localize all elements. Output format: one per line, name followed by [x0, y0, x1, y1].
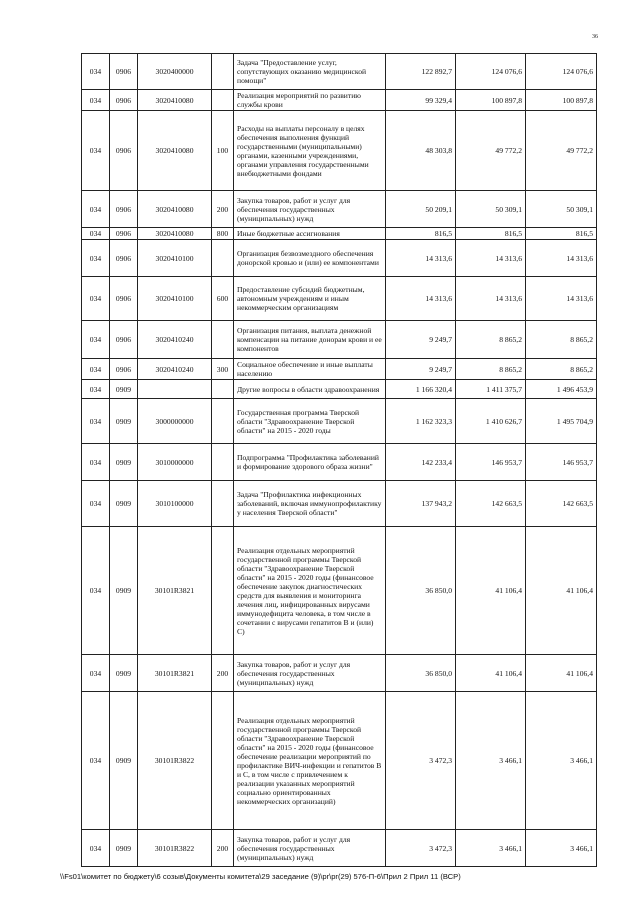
expense-type-cell [212, 90, 234, 111]
table-row [82, 692, 597, 830]
table-row [82, 228, 597, 240]
amount-2019-cell: 124 076,6 [456, 54, 526, 90]
amount-2019-cell: 41 106,4 [456, 655, 526, 692]
amount-2020-cell: 1 496 453,9 [526, 380, 597, 399]
admin-code-cell: 034 [82, 359, 110, 380]
target-article-cell [138, 380, 212, 399]
amount-2018-cell: 142 233,4 [386, 444, 456, 481]
amount-2019-cell: 1 410 626,7 [456, 399, 526, 444]
expense-type-cell [212, 54, 234, 90]
section-code-cell: 0909 [110, 692, 138, 830]
target-article-cell: 3020400000 [138, 54, 212, 90]
admin-code-cell: 034 [82, 830, 110, 867]
expense-type-cell: 300 [212, 359, 234, 380]
section-code-cell: 0909 [110, 399, 138, 444]
section-code-cell: 0906 [110, 191, 138, 228]
table-row [82, 527, 597, 655]
table-row [82, 277, 597, 321]
table-row [82, 191, 597, 228]
description-cell: Другие вопросы в области здравоохранения [234, 380, 386, 399]
admin-code-cell: 034 [82, 655, 110, 692]
expense-type-cell: 200 [212, 191, 234, 228]
amount-2019-cell: 8 865,2 [456, 321, 526, 359]
budget-table-container [81, 53, 596, 867]
description-cell: Иные бюджетные ассигнования [234, 228, 386, 240]
expense-type-cell [212, 527, 234, 655]
expense-type-cell [212, 399, 234, 444]
description-cell: Реализация мероприятий по развитию службы крови [234, 90, 386, 111]
description-cell: Предоставление субсидий бюджетным, автономным учреждениям и иным некоммерческим организациям [234, 277, 386, 321]
amount-2019-cell: 41 106,4 [456, 527, 526, 655]
amount-2018-cell: 9 249,7 [386, 321, 456, 359]
table-row [82, 90, 597, 111]
amount-2018-cell: 36 850,0 [386, 527, 456, 655]
amount-2018-cell: 1 166 320,4 [386, 380, 456, 399]
target-article-cell: 3020410080 [138, 90, 212, 111]
amount-2020-cell: 3 466,1 [526, 692, 597, 830]
admin-code-cell: 034 [82, 321, 110, 359]
amount-2020-cell: 14 313,6 [526, 277, 597, 321]
description-cell: Подпрограмма "Профилактика заболеваний и формирование здорового образа жизни" [234, 444, 386, 481]
section-code-cell: 0906 [110, 111, 138, 191]
target-article-cell: 3010000000 [138, 444, 212, 481]
target-article-cell: 3020410100 [138, 240, 212, 277]
admin-code-cell: 034 [82, 240, 110, 277]
table-row [82, 655, 597, 692]
admin-code-cell: 034 [82, 399, 110, 444]
amount-2018-cell: 36 850,0 [386, 655, 456, 692]
section-code-cell: 0906 [110, 240, 138, 277]
section-code-cell: 0909 [110, 444, 138, 481]
amount-2019-cell: 50 309,1 [456, 191, 526, 228]
amount-2020-cell: 41 106,4 [526, 527, 597, 655]
table-row [82, 54, 597, 90]
target-article-cell: 30101R3822 [138, 830, 212, 867]
target-article-cell: 3000000000 [138, 399, 212, 444]
section-code-cell: 0906 [110, 54, 138, 90]
amount-2018-cell: 50 209,1 [386, 191, 456, 228]
target-article-cell: 30101R3821 [138, 527, 212, 655]
description-cell: Закупка товаров, работ и услуг для обеспечения государственных (муниципальных) нужд [234, 830, 386, 867]
expense-type-cell: 200 [212, 830, 234, 867]
section-code-cell: 0906 [110, 228, 138, 240]
section-code-cell: 0909 [110, 380, 138, 399]
amount-2019-cell: 816,5 [456, 228, 526, 240]
amount-2020-cell: 142 663,5 [526, 481, 597, 527]
amount-2020-cell: 3 466,1 [526, 830, 597, 867]
expense-type-cell [212, 321, 234, 359]
section-code-cell: 0906 [110, 359, 138, 380]
admin-code-cell: 034 [82, 191, 110, 228]
table-row [82, 321, 597, 359]
amount-2018-cell: 3 472,3 [386, 830, 456, 867]
expense-type-cell: 800 [212, 228, 234, 240]
target-article-cell: 3020410080 [138, 111, 212, 191]
amount-2018-cell: 99 329,4 [386, 90, 456, 111]
target-article-cell: 3020410100 [138, 277, 212, 321]
amount-2020-cell: 8 865,2 [526, 359, 597, 380]
description-cell: Закупка товаров, работ и услуг для обеспечения государственных (муниципальных) нужд [234, 655, 386, 692]
amount-2020-cell: 41 106,4 [526, 655, 597, 692]
expense-type-cell [212, 240, 234, 277]
amount-2018-cell: 9 249,7 [386, 359, 456, 380]
section-code-cell: 0906 [110, 321, 138, 359]
admin-code-cell: 034 [82, 444, 110, 481]
amount-2018-cell: 14 313,6 [386, 240, 456, 277]
expense-type-cell [212, 380, 234, 399]
table-row [82, 111, 597, 191]
table-row [82, 481, 597, 527]
amount-2019-cell: 49 772,2 [456, 111, 526, 191]
budget-table-body [82, 54, 597, 867]
budget-table [81, 53, 597, 867]
admin-code-cell: 034 [82, 692, 110, 830]
amount-2018-cell: 1 162 323,3 [386, 399, 456, 444]
amount-2018-cell: 137 943,2 [386, 481, 456, 527]
amount-2018-cell: 816,5 [386, 228, 456, 240]
amount-2019-cell: 14 313,6 [456, 240, 526, 277]
section-code-cell: 0906 [110, 277, 138, 321]
amount-2020-cell: 100 897,8 [526, 90, 597, 111]
expense-type-cell: 200 [212, 655, 234, 692]
description-cell: Социальное обеспечение и иные выплаты населению [234, 359, 386, 380]
amount-2019-cell: 146 953,7 [456, 444, 526, 481]
target-article-cell: 3020410240 [138, 359, 212, 380]
target-article-cell: 3010100000 [138, 481, 212, 527]
section-code-cell: 0909 [110, 481, 138, 527]
table-row [82, 399, 597, 444]
admin-code-cell: 034 [82, 277, 110, 321]
description-cell: Расходы на выплаты персоналу в целях обеспечения выполнения функций государственными (муниципальными) органами, казенными учреждениями, органами управления государственными внебюджетными фондами [234, 111, 386, 191]
amount-2019-cell: 100 897,8 [456, 90, 526, 111]
description-cell: Организация безвозмездного обеспечения донорской кровью и (или) ее компонентами [234, 240, 386, 277]
amount-2020-cell: 50 309,1 [526, 191, 597, 228]
admin-code-cell: 034 [82, 228, 110, 240]
amount-2018-cell: 122 892,7 [386, 54, 456, 90]
description-cell: Реализация отдельных мероприятий государственной программы Тверской области "Здравоохранение Тверской области" на 2015 - 2020 годы (финансовое обеспечение закупок диагностических средств для выявления и мониторинга лечения лиц, инфицированных вирусами иммунодефицита человека, в том числе в сочетании с вирусами гепатитов B и (или) C) [234, 527, 386, 655]
section-code-cell: 0909 [110, 527, 138, 655]
table-row [82, 830, 597, 867]
table-row [82, 359, 597, 380]
amount-2018-cell: 14 313,6 [386, 277, 456, 321]
amount-2018-cell: 48 303,8 [386, 111, 456, 191]
amount-2018-cell: 3 472,3 [386, 692, 456, 830]
target-article-cell: 3020410080 [138, 191, 212, 228]
amount-2020-cell: 49 772,2 [526, 111, 597, 191]
amount-2020-cell: 8 865,2 [526, 321, 597, 359]
amount-2020-cell: 816,5 [526, 228, 597, 240]
admin-code-cell: 034 [82, 90, 110, 111]
expense-type-cell [212, 481, 234, 527]
admin-code-cell: 034 [82, 481, 110, 527]
target-article-cell: 3020410080 [138, 228, 212, 240]
description-cell: Закупка товаров, работ и услуг для обеспечения государственных (муниципальных) нужд [234, 191, 386, 228]
amount-2019-cell: 3 466,1 [456, 692, 526, 830]
amount-2020-cell: 14 313,6 [526, 240, 597, 277]
amount-2020-cell: 124 076,6 [526, 54, 597, 90]
amount-2019-cell: 3 466,1 [456, 830, 526, 867]
admin-code-cell: 034 [82, 380, 110, 399]
admin-code-cell: 034 [82, 54, 110, 90]
description-cell: Задача "Предоставление услуг, сопутствующих оказанию медицинской помощи" [234, 54, 386, 90]
description-cell: Задача "Профилактика инфекционных заболеваний, включая иммунопрофилактику у населения Тверской области" [234, 481, 386, 527]
table-row [82, 380, 597, 399]
amount-2019-cell: 1 411 375,7 [456, 380, 526, 399]
description-cell: Реализация отдельных мероприятий государственной программы Тверской области "Здравоохранение Тверской области" на 2015 - 2020 годы (финансовое обеспечение реализации мероприятий по профилактике ВИЧ-инфекции и гепатитов B и C, в том числе с привлечением к реализации указанных мероприятий социально ориентированных некоммерческих организаций) [234, 692, 386, 830]
table-row [82, 240, 597, 277]
expense-type-cell: 600 [212, 277, 234, 321]
admin-code-cell: 034 [82, 527, 110, 655]
target-article-cell: 30101R3821 [138, 655, 212, 692]
amount-2019-cell: 8 865,2 [456, 359, 526, 380]
expense-type-cell [212, 444, 234, 481]
section-code-cell: 0909 [110, 830, 138, 867]
amount-2019-cell: 14 313,6 [456, 277, 526, 321]
amount-2019-cell: 142 663,5 [456, 481, 526, 527]
target-article-cell: 3020410240 [138, 321, 212, 359]
section-code-cell: 0906 [110, 90, 138, 111]
amount-2020-cell: 1 495 704,9 [526, 399, 597, 444]
file-path-footer: \\Fs01\комитет по бюджету\6 созыв\Документы комитета\29 заседание (9)\pr\pr(29) 576-П-6\Прил 2 Прил 11 (ВСР) [60, 872, 461, 881]
amount-2020-cell: 146 953,7 [526, 444, 597, 481]
target-article-cell: 30101R3822 [138, 692, 212, 830]
description-cell: Организация питания, выплата денежной компенсации на питание донорам крови и ее компонентов [234, 321, 386, 359]
table-row [82, 444, 597, 481]
expense-type-cell: 100 [212, 111, 234, 191]
section-code-cell: 0909 [110, 655, 138, 692]
description-cell: Государственная программа Тверской области "Здравоохранение Тверской области" на 2015 - 2020 годы [234, 399, 386, 444]
admin-code-cell: 034 [82, 111, 110, 191]
page-number: 36 [592, 34, 598, 40]
expense-type-cell [212, 692, 234, 830]
